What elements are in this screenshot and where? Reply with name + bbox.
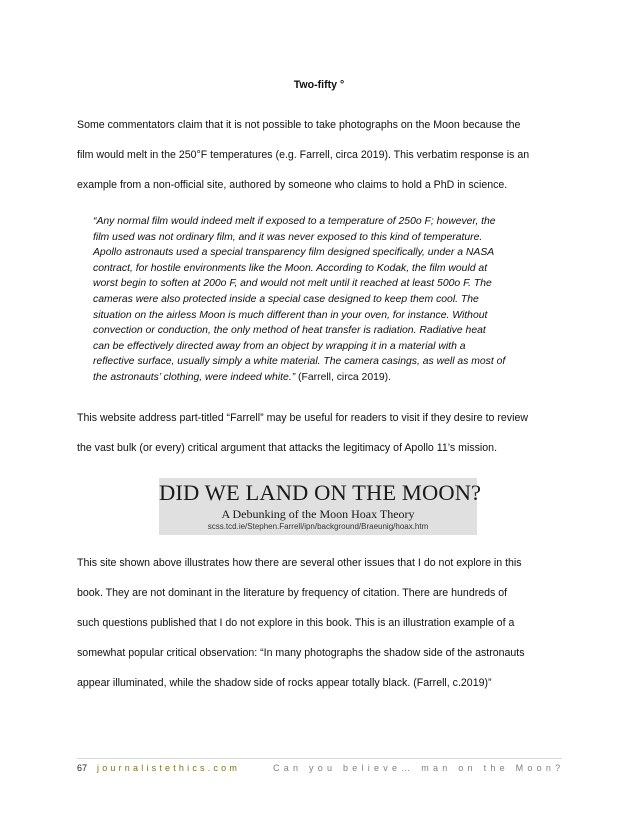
text-line: This site shown above illustrates how there are several other issues that I do not explore in this — [77, 557, 522, 569]
quote-line: worst begin to soften at 200o F, and would not melt until it reached at least 500o F. The — [93, 278, 492, 290]
text-line: the vast bulk (or every) critical argument that attacks the legitimacy of Apollo 11’s mission. — [77, 442, 498, 454]
quote-line: film used was not ordinary film, and it was never exposed to this kind of temperature. — [93, 231, 483, 243]
quote-line: situation on the airless Moon is much different than in your oven, for instance. Without — [93, 309, 488, 321]
text-line: example from a non-official site, authored by someone who claims to hold a PhD in science. — [77, 179, 508, 191]
quote-line: convection or conduction, the only method of heat transfer is radiation. Radiative heat — [93, 325, 486, 337]
section-heading: Two-fifty ° — [293, 79, 345, 91]
text-line: This website address part-titled “Farrell” may be useful for readers to visit if they desire to review — [77, 412, 528, 424]
footer-site: journalistethics.com — [97, 763, 241, 773]
banner-title: DID WE LAND ON THE MOON? — [159, 480, 482, 505]
page-footer — [77, 763, 565, 777]
closing-paragraph — [77, 548, 562, 698]
page-number: 67 — [77, 763, 88, 773]
quote-citation: (Farrell, circa 2019). — [295, 371, 392, 383]
intro-paragraph — [77, 110, 562, 200]
website-paragraph — [77, 403, 562, 463]
text-line: appear illuminated, while the shadow side of rocks appear totally black. (Farrell, c.2019)” — [77, 677, 492, 689]
footer-book-title: Can you believe… man on the Moon? — [273, 763, 565, 773]
quote-line: can be effectively directed away from an object by wrapping it in a material with a — [93, 340, 466, 352]
text-line: film would melt in the 250°F temperatures (e.g. Farrell, circa 2019). This verbatim response is an — [77, 149, 530, 161]
quote-line: contract, for hostile environments like the Moon. According to Kodak, the film would at — [93, 262, 488, 274]
block-quote — [93, 214, 545, 386]
banner-url: scss.tcd.ie/Stephen.Farrell/ipn/background/Braeunig/hoax.htm — [207, 522, 429, 531]
quote-line: “Any normal film would indeed melt if exposed to a temperature of 250o F; however, the — [93, 216, 496, 227]
website-banner-image — [159, 478, 482, 535]
quote-line: reflective surface, usually simply a white material. The camera casings, as well as most of — [93, 356, 506, 368]
quote-last-line — [93, 370, 545, 386]
text-line: such questions published that I do not explore in this book. This is an illustration example of a — [77, 617, 515, 629]
quote-line: Apollo astronauts used a special transparency film designed specifically, under a NASA — [93, 247, 495, 259]
text-line: book. They are not dominant in the literature by frequency of citation. There are hundreds of — [77, 587, 508, 599]
banner-subtitle: A Debunking of the Moon Hoax Theory — [221, 507, 415, 521]
text-line: somewhat popular critical observation: “In many photographs the shadow side of the astronauts — [77, 647, 525, 659]
quote-line-end: the astronauts’ clothing, were indeed white.” — [93, 371, 296, 383]
quote-line: cameras were also protected inside a special case designed to keep them cool. The — [93, 293, 479, 305]
footer-divider — [77, 758, 562, 759]
text-line: Some commentators claim that it is not possible to take photographs on the Moon because the — [77, 119, 521, 131]
